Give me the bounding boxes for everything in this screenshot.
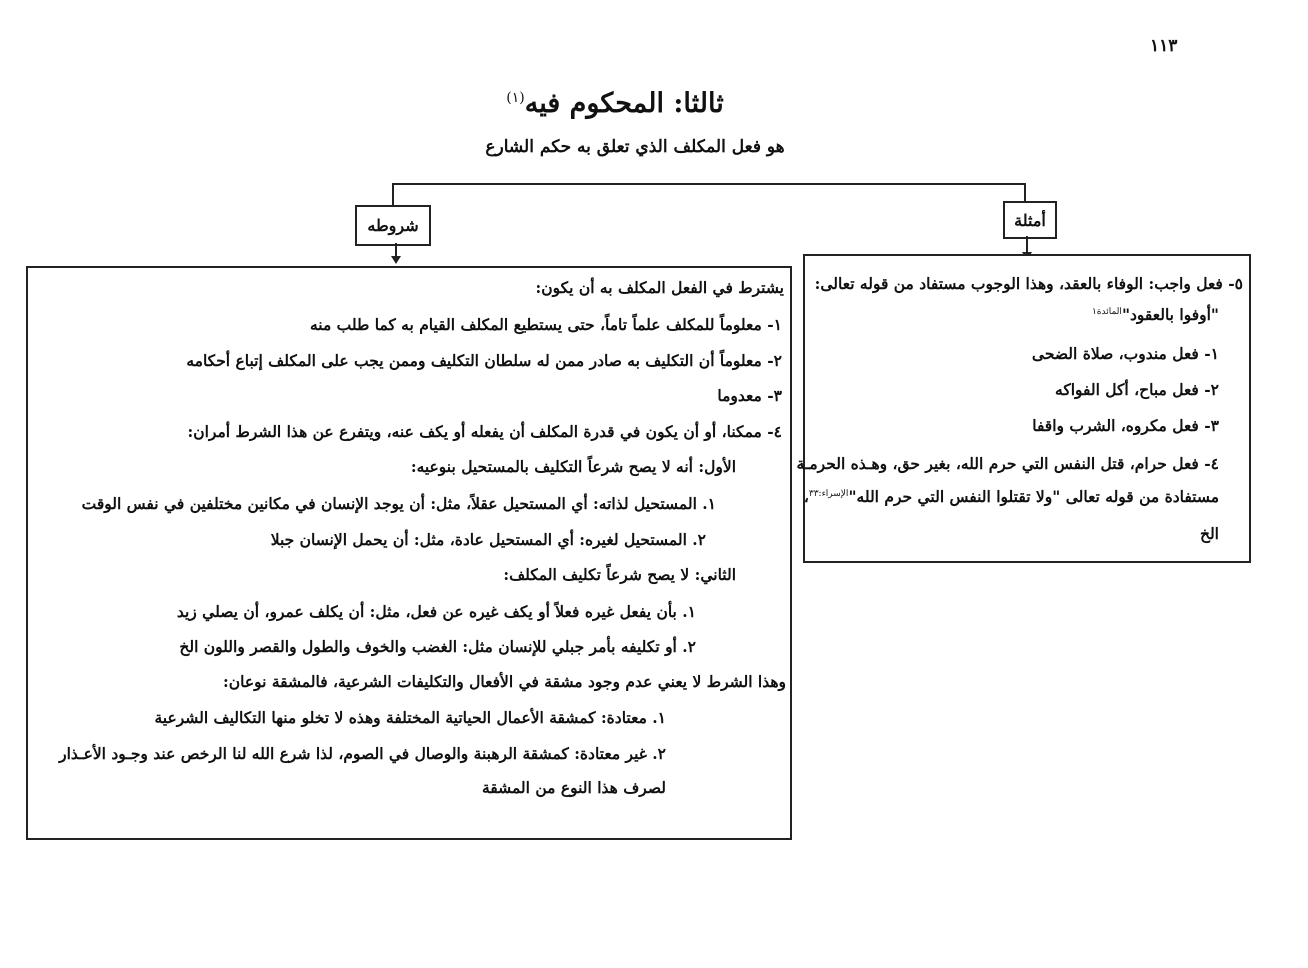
sub-item: ٢. المستحيل لغيره: أي المستحيل عادة، مثل: أن يحمل الإنسان جبلا: [270, 530, 706, 549]
conditions-intro: يشترط في الفعل المكلف به أن يكون:: [535, 278, 784, 297]
title-text: ثالثا: المحكوم فيه: [524, 88, 724, 119]
example-item: ٥- فعل واجب: الوفاء بالعقد، وهذا الوجوب مستفاد من قوله تعالى:: [814, 274, 1243, 293]
condition-item: ٤- ممكنا، أو أن يكون في قدرة المكلف أن يفعله أو يكف عنه، ويتفرع عن هذا الشرط أمران:: [187, 422, 782, 441]
conditions-label-box: [355, 205, 431, 246]
example-item: ٢- فعل مباح، أكل الفواكه: [1055, 380, 1219, 399]
sub-heading: الثاني: لا يصح شرعاً تكليف المكلف:: [503, 565, 736, 584]
connector-left-vertical: [392, 183, 394, 205]
connector-horizontal: [392, 183, 1026, 185]
connector-right-vertical: [1024, 183, 1026, 203]
continuation-comma: ،: [803, 487, 809, 506]
example-item-continuation: الخ: [1199, 524, 1219, 543]
examples-label-box: [1003, 201, 1057, 239]
page-title: [0, 88, 1230, 119]
continuation-text: مستفادة من قوله تعالى "ولا تقتلوا النفس التي حرم الله": [848, 487, 1219, 506]
condition-item: ١- معلوماً للمكلف علماً تاماً، حتى يستطيع المكلف القيام به كما طلب منه: [309, 315, 782, 334]
sub-item: ٢. غير معتادة: كمشقة الرهبنة والوصال في الصوم، لذا شرع الله لنا الرخص عند وجـود الأعـذار: [59, 744, 666, 763]
conditions-arrow-head: [391, 256, 401, 264]
example-quote: [1092, 305, 1219, 324]
example-item-continuation: [804, 487, 1219, 506]
page-number: ١١٣: [1150, 36, 1178, 56]
examples-label: أمثلة: [1014, 210, 1046, 230]
sub-heading: الأول: أنه لا يصح شرعاً التكليف بالمستحيل بنوعيه:: [410, 457, 736, 476]
conditions-label: شروطه: [367, 216, 419, 235]
sub-item: ١. المستحيل لذاته: أي المستحيل عقلاً، مثل: أن يوجد الإنسان في مكانين مختلفين في نفس الوقت: [81, 494, 716, 513]
condition-item: ٢- معلوماً أن التكليف به صادر ممن له سلطان التكليف وممن يجب على المكلف إتباع أحكامه: [186, 351, 782, 370]
example-item: ٣- فعل مكروه، الشرب واقفا: [1032, 416, 1219, 435]
conditions-panel: [26, 266, 792, 840]
example-item: ١- فعل مندوب، صلاة الضحى: [1031, 344, 1219, 363]
definition-subtitle: هو فعل المكلف الذي تعلق به حكم الشارع: [485, 137, 785, 157]
sub-item: ٢. أو تكليفه بأمر جبلي للإنسان مثل: الغضب والخوف والطول والقصر واللون الخ: [179, 637, 696, 656]
quran-reference: الإسراء:٣٣: [808, 488, 849, 499]
sub-item: ١. معتادة: كمشقة الأعمال الحياتية المختلفة وهذه لا تخلو منها التكاليف الشرعية: [154, 708, 666, 727]
hardship-intro: وهذا الشرط لا يعني عدم وجود مشقة في الأفعال والتكليفات الشرعية، فالمشقة نوعان:: [223, 672, 786, 691]
title-footnote-mark: (١): [506, 90, 525, 106]
quote-text: "أوفوا بالعقود": [1121, 305, 1219, 324]
examples-panel: [796, 254, 1251, 563]
sub-item-continuation: لصرف هذا النوع من المشقة: [481, 778, 666, 797]
sub-item: ١. بأن يفعل غيره فعلاً أو يكف غيره عن فعل، مثل: أن يكلف عمرو، أن يصلي زيد: [176, 602, 696, 621]
condition-item: ٣- معدوما: [717, 386, 782, 405]
example-item: ٤- فعل حرام، قتل النفس التي حرم الله، بغير حق، وهـذه الحرمـة: [796, 454, 1219, 473]
quran-reference: المائدة١: [1091, 306, 1122, 317]
